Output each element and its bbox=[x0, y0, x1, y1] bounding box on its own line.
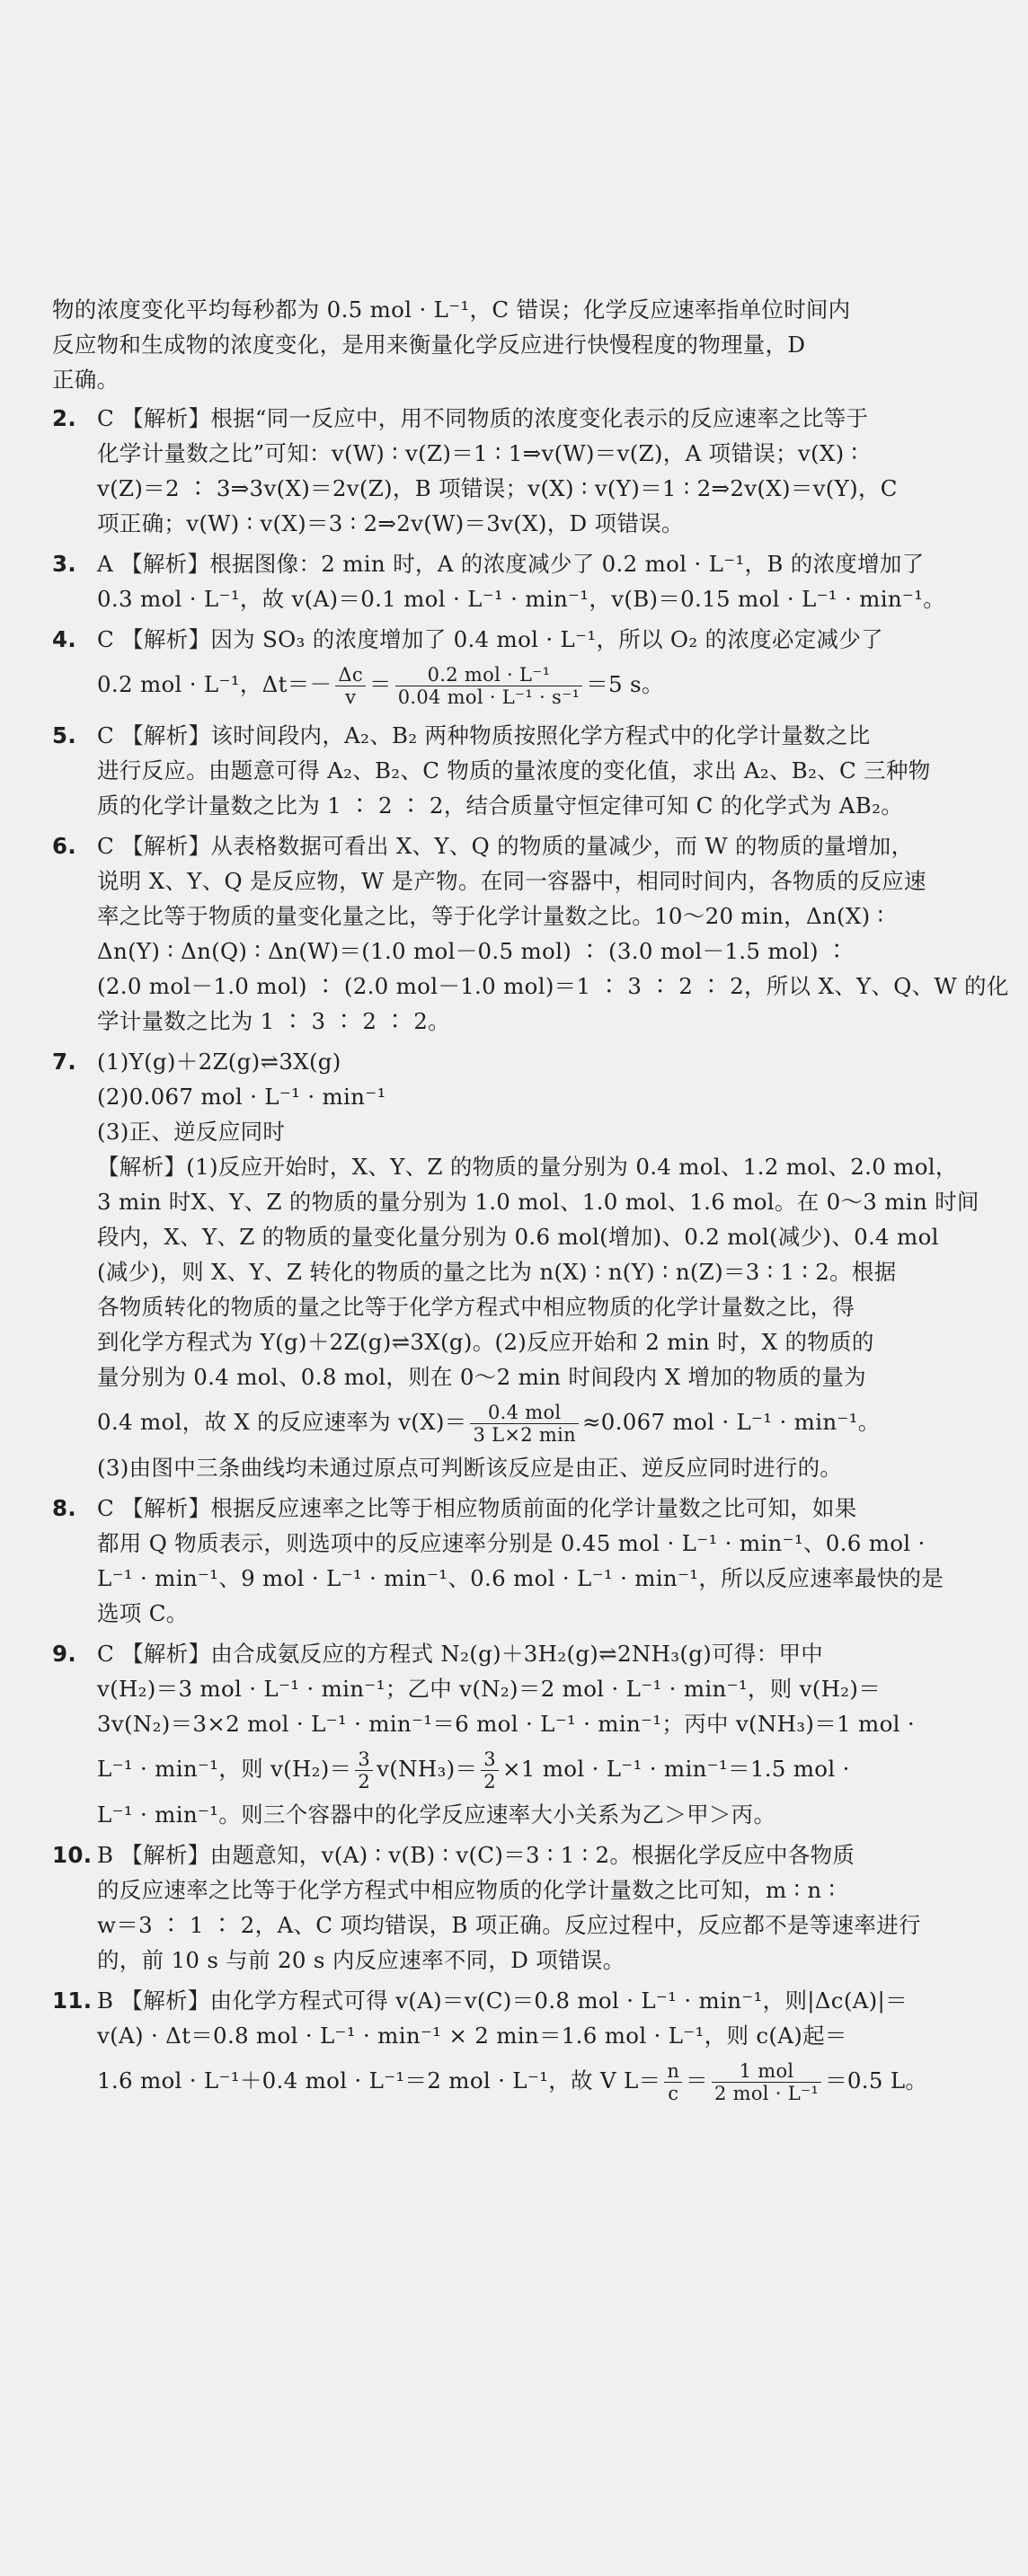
formula-text: 1.6 mol · L⁻¹＋0.4 mol · L⁻¹＝2 mol · L⁻¹，故 V L＝ bbox=[97, 2067, 661, 2094]
fraction bbox=[481, 1748, 499, 1793]
fraction-denominator: c bbox=[664, 2082, 682, 2104]
answer-item-4 bbox=[52, 622, 978, 713]
item-number: 8. bbox=[52, 1495, 76, 1521]
fraction bbox=[355, 1748, 373, 1793]
item-number: 7. bbox=[52, 1049, 76, 1075]
formula-text: ＝5 s。 bbox=[586, 671, 664, 697]
answer-item-9 bbox=[52, 1636, 978, 1832]
formula-text: v(NH₃)＝ bbox=[377, 1756, 478, 1782]
fraction bbox=[335, 664, 366, 708]
text-line: 的，前 10 s 与前 20 s 内反应速率不同，D 项错误。 bbox=[97, 1947, 625, 1973]
text-line: L⁻¹ · min⁻¹。则三个容器中的化学反应速率大小关系为乙＞甲＞丙。 bbox=[97, 1801, 776, 1828]
text-line: 物的浓度变化平均每秒都为 0.5 mol · L⁻¹，C 错误；化学反应速率指单位时间内 bbox=[52, 297, 851, 323]
answer-item-10 bbox=[52, 1837, 978, 1978]
fraction-numerator: 0.4 mol bbox=[487, 1402, 562, 1423]
text-line: (2)0.067 mol · L⁻¹ · min⁻¹ bbox=[97, 1084, 386, 1110]
text-line: 反应物和生成物的浓度变化，是用来衡量化学反应进行快慢程度的物理量，D bbox=[52, 332, 806, 358]
fraction bbox=[470, 1402, 578, 1446]
text-line: v(Z)＝2 ∶ 3⇒3v(X)＝2v(Z)，B 项错误；v(X) ∶ v(Y)＝1 ∶ 2⇒2v(X)＝v(Y)，C bbox=[97, 475, 898, 501]
text-line: C 【解析】该时间段内，A₂、B₂ 两种物质按照化学方程式中的化学计量数之比 bbox=[97, 722, 871, 748]
text-line: C 【解析】根据“同一反应中，用不同物质的浓度变化表示的反应速率之比等于 bbox=[97, 405, 869, 431]
text-line: 选项 C。 bbox=[97, 1600, 189, 1626]
text-line: 项正确；v(W) ∶ v(X)＝3 ∶ 2⇒2v(W)＝3v(X)，D 项错误。 bbox=[97, 510, 684, 536]
text-line: (减少)，则 X、Y、Z 转化的物质的量之比为 n(X) ∶ n(Y) ∶ n(Z)＝3 ∶ 1 ∶ 2。根据 bbox=[97, 1259, 897, 1285]
answer-item-2 bbox=[52, 401, 978, 541]
formula-line bbox=[97, 2053, 978, 2109]
answer-item-7 bbox=[52, 1044, 978, 1485]
text-line: v(H₂)＝3 mol · L⁻¹ · min⁻¹；乙中 v(N₂)＝2 mol · L⁻¹ · min⁻¹，则 v(H₂)＝ bbox=[97, 1676, 882, 1702]
text-line: 质的化学计量数之比为 1 ∶ 2 ∶ 2，结合质量守恒定律可知 C 的化学式为 AB₂。 bbox=[97, 792, 904, 819]
answer-item-11 bbox=[52, 1983, 978, 2109]
item-number: 3. bbox=[52, 551, 76, 577]
text-line: 说明 X、Y、Q 是反应物，W 是产物。在同一容器中，相同时间内，各物质的反应速 bbox=[97, 868, 926, 894]
fraction-denominator: 0.04 mol · L⁻¹ · s⁻¹ bbox=[395, 686, 583, 708]
text-line: 3 min 时X、Y、Z 的物质的量分别为 1.0 mol、1.0 mol、1.6 mol。在 0～3 min 时间 bbox=[97, 1189, 979, 1215]
text-line: 量分别为 0.4 mol、0.8 mol，则在 0～2 min 时间段内 X 增加的物质的量为 bbox=[97, 1364, 866, 1390]
answer-item-6 bbox=[52, 828, 1009, 1039]
fraction-denominator: 2 mol · L⁻¹ bbox=[712, 2082, 821, 2104]
text-line: 率之比等于物质的量变化量之比，等于化学计量数之比。10～20 min，Δn(X) ∶ bbox=[97, 903, 884, 929]
fraction-denominator: 2 bbox=[355, 1770, 373, 1793]
solution-content bbox=[52, 292, 1009, 2114]
fraction-numerator: 3 bbox=[358, 1748, 371, 1770]
item-number: 10. bbox=[52, 1842, 93, 1868]
formula-text: 0.2 mol · L⁻¹，Δt＝－ bbox=[97, 671, 332, 697]
text-line: (1)Y(g)＋2Z(g)⇌3X(g) bbox=[97, 1049, 341, 1075]
fraction-numerator: 0.2 mol · L⁻¹ bbox=[427, 664, 551, 686]
text-line: 正确。 bbox=[52, 367, 120, 393]
formula-text: 0.4 mol，故 X 的反应速率为 v(X)＝ bbox=[97, 1409, 467, 1435]
text-line: (3)正、逆反应同时 bbox=[97, 1119, 286, 1145]
text-line: B 【解析】由化学方程式可得 v(A)＝v(C)＝0.8 mol · L⁻¹ · min⁻¹，则|Δc(A)|＝ bbox=[97, 1987, 908, 2014]
text-line: 0.3 mol · L⁻¹，故 v(A)＝0.1 mol · L⁻¹ · min⁻¹，v(B)＝0.15 mol · L⁻¹ · min⁻¹。 bbox=[97, 586, 946, 612]
text-line: Δn(Y) ∶ Δn(Q) ∶ Δn(W)＝(1.0 mol－0.5 mol) ∶ (3.0 mol－1.5 mol) ∶ bbox=[97, 938, 848, 964]
text-line: A 【解析】根据图像：2 min 时，A 的浓度减少了 0.2 mol · L⁻¹，B 的浓度增加了 bbox=[97, 551, 925, 577]
item-number: 6. bbox=[52, 833, 76, 859]
text-line: C 【解析】从表格数据可看出 X、Y、Q 的物质的量减少，而 W 的物质的量增加， bbox=[97, 833, 914, 859]
formula-text: L⁻¹ · min⁻¹，则 v(H₂)＝ bbox=[97, 1756, 352, 1782]
text-line: C 【解析】因为 SO₃ 的浓度增加了 0.4 mol · L⁻¹，所以 O₂ 的浓度必定减少了 bbox=[97, 626, 883, 652]
fraction-denominator: 3 L×2 min bbox=[470, 1423, 578, 1446]
text-line: (2.0 mol－1.0 mol) ∶ (2.0 mol－1.0 mol)＝1 ∶ 3 ∶ 2 ∶ 2，所以 X、Y、Q、W 的化 bbox=[97, 973, 1009, 999]
text-line: 3v(N₂)＝3×2 mol · L⁻¹ · min⁻¹＝6 mol · L⁻¹ · min⁻¹；丙中 v(NH₃)＝1 mol · bbox=[97, 1711, 915, 1737]
formula-text: ＝ bbox=[686, 2067, 708, 2094]
item-number: 4. bbox=[52, 626, 76, 652]
text-line: w＝3 ∶ 1 ∶ 2，A、C 项均错误，B 项正确。反应过程中，反应都不是等速率进行 bbox=[97, 1912, 921, 1938]
item-number: 2. bbox=[52, 405, 76, 431]
text-line: 各物质转化的物质的量之比等于化学方程式中相应物质的化学计量数之比，得 bbox=[97, 1294, 855, 1320]
answer-item-5 bbox=[52, 718, 978, 823]
item-number: 11. bbox=[52, 1987, 93, 2014]
formula-text: ＝0.5 L。 bbox=[825, 2067, 928, 2094]
item-1-continuation bbox=[52, 292, 978, 397]
formula-line bbox=[97, 657, 978, 713]
formula-text: ×1 mol · L⁻¹ · min⁻¹＝1.5 mol · bbox=[501, 1756, 850, 1782]
text-line: 学计量数之比为 1 ∶ 3 ∶ 2 ∶ 2。 bbox=[97, 1008, 450, 1034]
fraction-numerator: n bbox=[667, 2060, 680, 2082]
formula-text: ＝ bbox=[368, 671, 392, 697]
formula-text: ≈0.067 mol · L⁻¹ · min⁻¹。 bbox=[581, 1409, 881, 1435]
text-line: C 【解析】根据反应速率之比等于相应物质前面的化学计量数之比可知，如果 bbox=[97, 1495, 857, 1521]
formula-line bbox=[97, 1741, 978, 1797]
answer-item-8 bbox=[52, 1491, 978, 1631]
fraction-numerator: Δc bbox=[338, 664, 363, 686]
fraction bbox=[395, 664, 583, 708]
text-line: C 【解析】由合成氨反应的方程式 N₂(g)＋3H₂(g)⇌2NH₃(g)可得：甲中 bbox=[97, 1641, 824, 1667]
text-line: 进行反应。由题意可得 A₂、B₂、C 物质的量浓度的变化值，求出 A₂、B₂、C 三种物 bbox=[97, 757, 931, 783]
fraction-denominator: 2 bbox=[481, 1770, 499, 1793]
fraction bbox=[664, 2060, 682, 2104]
text-line: 到化学方程式为 Y(g)＋2Z(g)⇌3X(g)。(2)反应开始和 2 min 时，X 的物质的 bbox=[97, 1329, 874, 1355]
fraction bbox=[712, 2060, 821, 2104]
text-line: v(A) · Δt＝0.8 mol · L⁻¹ · min⁻¹ × 2 min＝1.6 mol · L⁻¹，则 c(A)起＝ bbox=[97, 2023, 847, 2049]
text-line: 都用 Q 物质表示，则选项中的反应速率分别是 0.45 mol · L⁻¹ · min⁻¹、0.6 mol · bbox=[97, 1530, 926, 1556]
fraction-numerator: 1 mol bbox=[739, 2060, 794, 2082]
text-line: (3)由图中三条曲线均未通过原点可判断该反应是由正、逆反应同时进行的。 bbox=[97, 1455, 843, 1481]
answer-item-3 bbox=[52, 546, 978, 616]
text-line: 段内，X、Y、Z 的物质的量变化量分别为 0.6 mol(增加)、0.2 mol(减少)、0.4 mol bbox=[97, 1224, 939, 1250]
formula-line bbox=[97, 1394, 978, 1450]
text-line: L⁻¹ · min⁻¹、9 mol · L⁻¹ · min⁻¹、0.6 mol · L⁻¹ · min⁻¹，所以反应速率最快的是 bbox=[97, 1565, 944, 1591]
text-line: 的反应速率之比等于化学方程式中相应物质的化学计量数之比可知，m ∶ n ∶ bbox=[97, 1877, 836, 1903]
text-line: B 【解析】由题意知，v(A) ∶ v(B) ∶ v(C)＝3 ∶ 1 ∶ 2。根据化学反应中各物质 bbox=[97, 1842, 855, 1868]
fraction-denominator: v bbox=[335, 686, 366, 708]
text-line: 【解析】(1)反应开始时，X、Y、Z 的物质的量分别为 0.4 mol、1.2 mol、2.0 mol， bbox=[97, 1154, 958, 1180]
item-number: 9. bbox=[52, 1641, 76, 1667]
text-line: 化学计量数之比”可知：v(W) ∶ v(Z)＝1 ∶ 1⇒v(W)＝v(Z)，A 项错误；v(X) ∶ bbox=[97, 440, 858, 466]
fraction-numerator: 3 bbox=[483, 1748, 496, 1770]
item-number: 5. bbox=[52, 722, 76, 748]
